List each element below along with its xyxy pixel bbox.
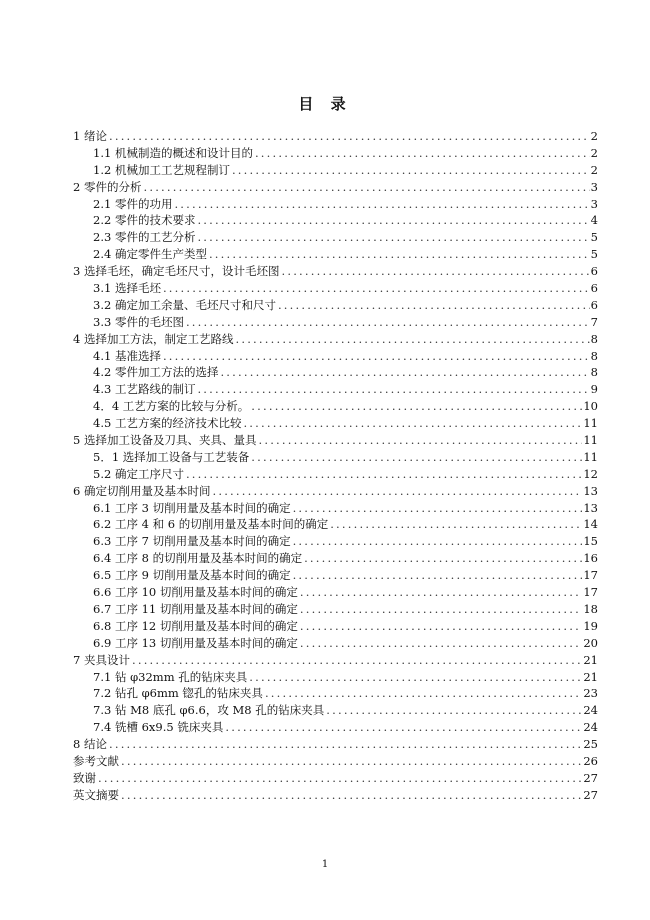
toc-entry: [73, 229, 598, 246]
toc-entry-label: 2.3 零件的工艺分析: [93, 230, 196, 245]
toc-entry-label: 6.4 工序 8 的切削用量及基本时间的确定: [93, 551, 303, 566]
toc-entry: [73, 702, 598, 719]
toc-leader-dots: [107, 128, 590, 145]
toc-leader-dots: [223, 719, 582, 736]
toc-entry-label: 2.1 零件的功用: [93, 196, 173, 211]
toc-entry-label: 5 选择加工设备及刀具、夹具、量具: [73, 433, 257, 448]
toc-entry: [73, 263, 598, 280]
toc-entry: [73, 449, 598, 466]
toc-entry-page: 23: [583, 686, 598, 701]
toc-entry-label: 6.6 工序 10 切削用量及基本时间的确定: [93, 585, 298, 600]
toc-leader-dots: [107, 736, 582, 753]
toc-entry-label: 4.1 基准选择: [93, 348, 161, 363]
toc-leader-dots: [263, 685, 582, 702]
toc-entry: [73, 348, 598, 365]
toc-leader-dots: [302, 550, 582, 567]
toc-entry-label: 1 绪论: [73, 129, 107, 143]
toc-entry-label: 7.1 钻 φ32mm 孔的钻床夹具: [93, 669, 248, 684]
table-of-contents: [73, 128, 598, 804]
toc-entry-label: 4．4 工艺方案的比较与分析。: [93, 399, 250, 414]
toc-entry-label: 7.2 钻孔 φ6mm 锪孔的钻床夹具: [93, 686, 263, 701]
toc-entry: [73, 736, 598, 753]
toc-entry-page: 2: [590, 129, 598, 143]
toc-leader-dots: [141, 179, 589, 196]
toc-entry-page: 11: [583, 433, 598, 448]
toc-entry-label: 3 选择毛坯，确定毛坯尺寸，设计毛坯图: [73, 264, 280, 279]
toc-entry-label: 6.9 工序 13 切削用量及基本时间的确定: [93, 635, 298, 650]
toc-leader-dots: [291, 500, 583, 517]
toc-leader-dots: [130, 652, 582, 669]
toc-entry-page: 7: [590, 314, 598, 329]
toc-entry-label: 5.2 确定工序尺寸: [93, 466, 184, 481]
toc-leader-dots: [218, 364, 589, 381]
toc-entry-label: 6.1 工序 3 切削用量及基本时间的确定: [93, 500, 291, 515]
toc-entry-page: 14: [583, 517, 598, 532]
toc-entry-page: 26: [583, 753, 598, 768]
toc-entry-label: 4 选择加工方法，制定工艺路线: [73, 331, 234, 346]
toc-leader-dots: [291, 533, 583, 550]
toc-entry: [73, 567, 598, 584]
toc-leader-dots: [184, 466, 582, 483]
toc-entry: [73, 381, 598, 398]
toc-entry: [73, 483, 598, 500]
toc-leader-dots: [195, 212, 589, 229]
toc-entry-label: 6.3 工序 7 切削用量及基本时间的确定: [93, 534, 291, 549]
toc-entry: [73, 669, 598, 686]
toc-entry-page: 17: [583, 568, 598, 583]
toc-entry-page: 10: [583, 399, 598, 414]
toc-entry-page: 5: [590, 230, 598, 245]
toc-entry-page: 24: [583, 703, 598, 718]
toc-leader-dots: [247, 669, 582, 686]
toc-entry: [73, 550, 598, 567]
toc-entry-label: 1.1 机械制造的概述和设计目的: [93, 145, 253, 160]
toc-entry-label: 3.3 零件的毛坯图: [93, 314, 184, 329]
toc-leader-dots: [298, 601, 582, 618]
toc-leader-dots: [119, 787, 582, 804]
toc-leader-dots: [207, 246, 590, 263]
toc-leader-dots: [253, 145, 590, 162]
toc-entry-label: 1.2 机械加工工艺规程制订: [93, 162, 230, 177]
toc-leader-dots: [233, 331, 589, 348]
toc-entry: [73, 128, 598, 145]
toc-entry-page: 11: [583, 416, 598, 431]
toc-leader-dots: [249, 398, 582, 415]
toc-entry: [73, 466, 598, 483]
toc-entry: [73, 787, 598, 804]
toc-leader-dots: [291, 567, 583, 584]
toc-entry-page: 5: [590, 247, 598, 262]
toc-entry: [73, 618, 598, 635]
toc-entry: [73, 770, 598, 787]
toc-entry: [73, 246, 598, 263]
toc-entry-page: 25: [583, 737, 598, 752]
toc-entry-label: 参考文献: [73, 753, 119, 768]
toc-entry: [73, 162, 598, 179]
toc-entry-label: 6.2 工序 4 和 6 的切削用量及基本时间的确定: [93, 517, 329, 532]
toc-entry-label: 7 夹具设计: [73, 652, 130, 667]
toc-entry-page: 4: [590, 213, 598, 228]
toc-entry-page: 9: [590, 382, 598, 397]
toc-leader-dots: [324, 702, 582, 719]
toc-leader-dots: [276, 297, 590, 314]
toc-entry-page: 18: [583, 601, 598, 616]
toc-entry-page: 3: [590, 196, 598, 211]
toc-entry: [73, 685, 598, 702]
toc-entry-page: 6: [590, 264, 598, 279]
toc-leader-dots: [241, 415, 582, 432]
toc-leader-dots: [230, 162, 590, 179]
toc-entry: [73, 398, 598, 415]
toc-entry-page: 21: [583, 669, 598, 684]
toc-leader-dots: [195, 381, 589, 398]
toc-title: 目 录: [298, 95, 352, 113]
toc-entry: [73, 753, 598, 770]
toc-entry: [73, 432, 598, 449]
toc-entry-label: 4.5 工艺方案的经济技术比较: [93, 416, 242, 431]
toc-entry-page: 8: [590, 331, 598, 346]
toc-entry-label: 6.8 工序 12 切削用量及基本时间的确定: [93, 618, 298, 633]
toc-entry-page: 8: [590, 365, 598, 380]
toc-entry-page: 12: [583, 466, 598, 481]
toc-entry-page: 27: [583, 770, 598, 785]
toc-entry-label: 8 结论: [73, 737, 107, 752]
toc-entry: [73, 196, 598, 213]
toc-entry-page: 20: [583, 635, 598, 650]
toc-entry-label: 7.4 铣槽 6x9.5 铣床夹具: [93, 720, 224, 735]
toc-entry-page: 15: [583, 534, 598, 549]
toc-entry: [73, 652, 598, 669]
toc-entry-label: 6.7 工序 11 切削用量及基本时间的确定: [93, 601, 298, 616]
toc-entry: [73, 280, 598, 297]
toc-entry-page: 13: [583, 500, 598, 515]
toc-entry-page: 3: [590, 179, 598, 194]
toc-leader-dots: [279, 263, 589, 280]
toc-entry-page: 19: [583, 618, 598, 633]
toc-entry-label: 5．1 选择加工设备与工艺装备: [93, 449, 250, 464]
toc-leader-dots: [161, 280, 590, 297]
toc-entry: [73, 364, 598, 381]
toc-entry-page: 17: [583, 585, 598, 600]
toc-entry-page: 27: [583, 787, 598, 802]
toc-leader-dots: [210, 483, 582, 500]
toc-leader-dots: [249, 449, 582, 466]
toc-entry-label: 4.3 工艺路线的制订: [93, 382, 196, 397]
toc-entry-page: 21: [583, 652, 598, 667]
toc-entry: [73, 533, 598, 550]
toc-entry-page: 2: [590, 162, 598, 177]
toc-leader-dots: [298, 618, 582, 635]
toc-entry: [73, 719, 598, 736]
toc-entry-page: 13: [583, 483, 598, 498]
toc-entry-label: 7.3 钻 M8 底孔 φ6.6，攻 M8 孔的钻床夹具: [93, 703, 325, 718]
toc-entry-page: 11: [583, 449, 598, 464]
toc-leader-dots: [298, 635, 582, 652]
toc-entry-page: 6: [590, 297, 598, 312]
toc-entry: [73, 297, 598, 314]
toc-entry: [73, 635, 598, 652]
toc-entry-label: 6 确定切削用量及基本时间: [73, 483, 211, 498]
toc-leader-dots: [256, 432, 582, 449]
toc-entry: [73, 584, 598, 601]
toc-entry-page: 24: [583, 720, 598, 735]
toc-leader-dots: [96, 770, 582, 787]
toc-entry-label: 2.4 确定零件生产类型: [93, 247, 207, 262]
toc-entry: [73, 314, 598, 331]
toc-entry: [73, 500, 598, 517]
toc-leader-dots: [195, 229, 589, 246]
toc-entry: [73, 145, 598, 162]
toc-entry: [73, 516, 598, 533]
toc-entry-label: 2.2 零件的技术要求: [93, 213, 196, 228]
toc-entry-label: 2 零件的分析: [73, 179, 142, 194]
toc-entry: [73, 331, 598, 348]
toc-entry-page: 2: [590, 145, 598, 160]
toc-leader-dots: [298, 584, 582, 601]
toc-entry-page: 6: [590, 281, 598, 296]
toc-leader-dots: [184, 314, 590, 331]
toc-leader-dots: [172, 196, 589, 213]
toc-entry-page: 8: [590, 348, 598, 363]
toc-entry-label: 6.5 工序 9 切削用量及基本时间的确定: [93, 568, 291, 583]
toc-entry-label: 3.2 确定加工余量、毛坯尺寸和尺寸: [93, 297, 276, 312]
toc-entry: [73, 179, 598, 196]
toc-entry: [73, 601, 598, 618]
toc-entry-label: 致谢: [73, 770, 96, 785]
toc-entry: [73, 212, 598, 229]
toc-leader-dots: [161, 348, 590, 365]
toc-entry-page: 16: [583, 551, 598, 566]
page-number: 1: [321, 859, 329, 870]
toc-entry: [73, 415, 598, 432]
toc-leader-dots: [119, 753, 582, 770]
toc-entry-label: 4.2 零件加工方法的选择: [93, 365, 219, 380]
toc-leader-dots: [328, 516, 582, 533]
toc-entry-label: 3.1 选择毛坯: [93, 281, 161, 296]
toc-entry-label: 英文摘要: [73, 787, 119, 802]
